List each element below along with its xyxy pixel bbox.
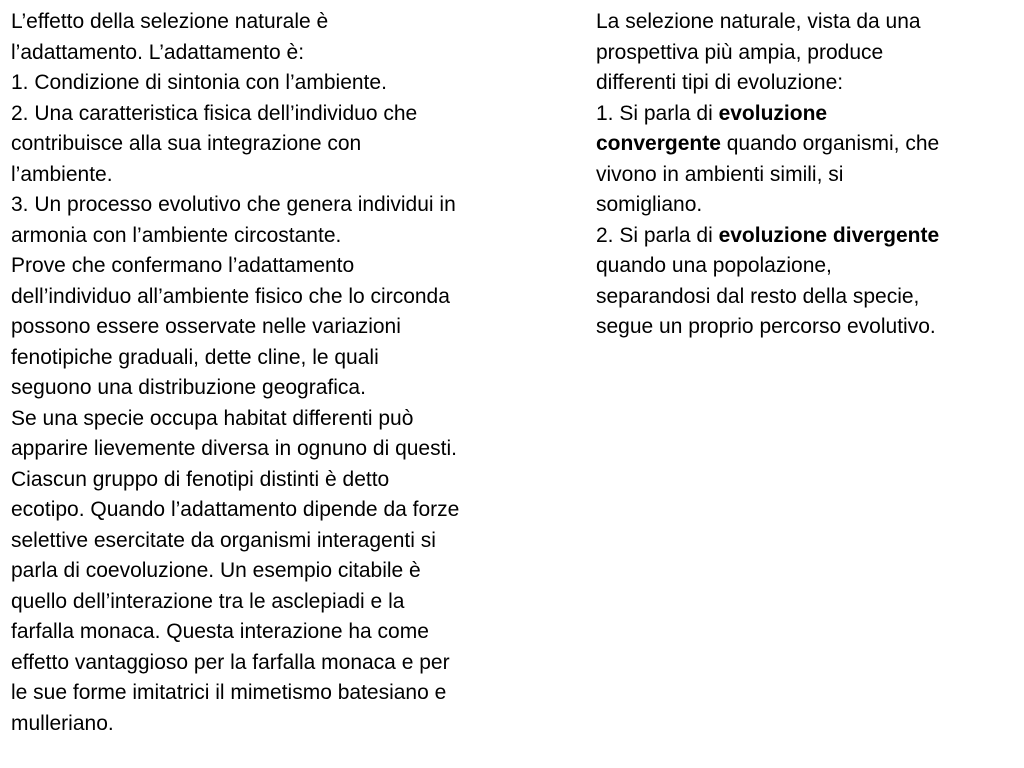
text-line: separandosi dal resto della specie, [596, 284, 920, 308]
text-line [596, 129, 1021, 160]
text-line: differenti tipi di evoluzione: [596, 71, 844, 94]
text-line: Se una specie occupa habitat differenti può [11, 406, 414, 430]
text-line: La selezione naturale, vista da una [596, 10, 921, 33]
left-text-column [11, 7, 566, 739]
text-line: quando una popolazione, [596, 254, 832, 277]
text-line: l’adattamento. L’adattamento è: [11, 40, 305, 64]
text-segment: 2. Si parla di [596, 223, 719, 247]
text-line: effetto vantaggioso per la farfalla monaca e per [11, 650, 450, 674]
text-line: 2. Una caratteristica fisica dell’individuo che [11, 101, 418, 125]
right-text-column [596, 7, 1021, 343]
text-line: parla di coevoluzione. Un esempio citabile è [11, 559, 421, 582]
text-line: le sue forme imitatrici il mimetismo batesiano e [11, 681, 447, 704]
text-line [596, 221, 1021, 252]
text-segment: quando organismi, che [720, 132, 940, 155]
text-line: apparire lievemente diversa in ognuno di questi. [11, 437, 457, 460]
text-line: armonia con l’ambiente circostante. [11, 223, 342, 247]
text-line [596, 99, 1021, 130]
text-segment: 1. Si parla di [596, 101, 719, 125]
text-line: dell’individuo all’ambiente fisico che lo circonda [11, 284, 450, 308]
text-line: mulleriano. [11, 711, 114, 735]
text-line: Ciascun gruppo di fenotipi distinti è detto [11, 467, 390, 491]
text-line: possono essere osservate nelle variazioni [11, 315, 401, 338]
text-line: prospettiva più ampia, produce [596, 40, 884, 64]
bold-term: evoluzione divergente [718, 223, 940, 247]
text-line: vivono in ambienti simili, si [596, 162, 844, 186]
bold-term: evoluzione [718, 101, 828, 125]
text-line: l’ambiente. [11, 162, 113, 186]
text-line: 1. Condizione di sintonia con l’ambiente. [11, 71, 387, 94]
text-line: fenotipiche graduali, dette cline, le quali [11, 345, 379, 369]
text-line: seguono una distribuzione geografica. [11, 376, 366, 399]
text-line: Prove che confermano l’adattamento [11, 254, 355, 277]
text-line: segue un proprio percorso evolutivo. [596, 315, 936, 338]
bold-term: convergente [596, 132, 721, 155]
text-line: quello dell’interazione tra le asclepiadi e la [11, 589, 405, 613]
text-line: contribuisce alla sua integrazione con [11, 132, 362, 155]
text-line: somigliano. [596, 193, 703, 216]
text-line: farfalla monaca. Questa interazione ha come [11, 620, 429, 643]
text-line: selettive esercitate da organismi interagenti si [11, 528, 436, 552]
text-line: ecotipo. Quando l’adattamento dipende da forze [11, 498, 460, 521]
text-line: 3. Un processo evolutivo che genera individui in [11, 193, 456, 216]
text-line: L’effetto della selezione naturale è [11, 10, 329, 33]
